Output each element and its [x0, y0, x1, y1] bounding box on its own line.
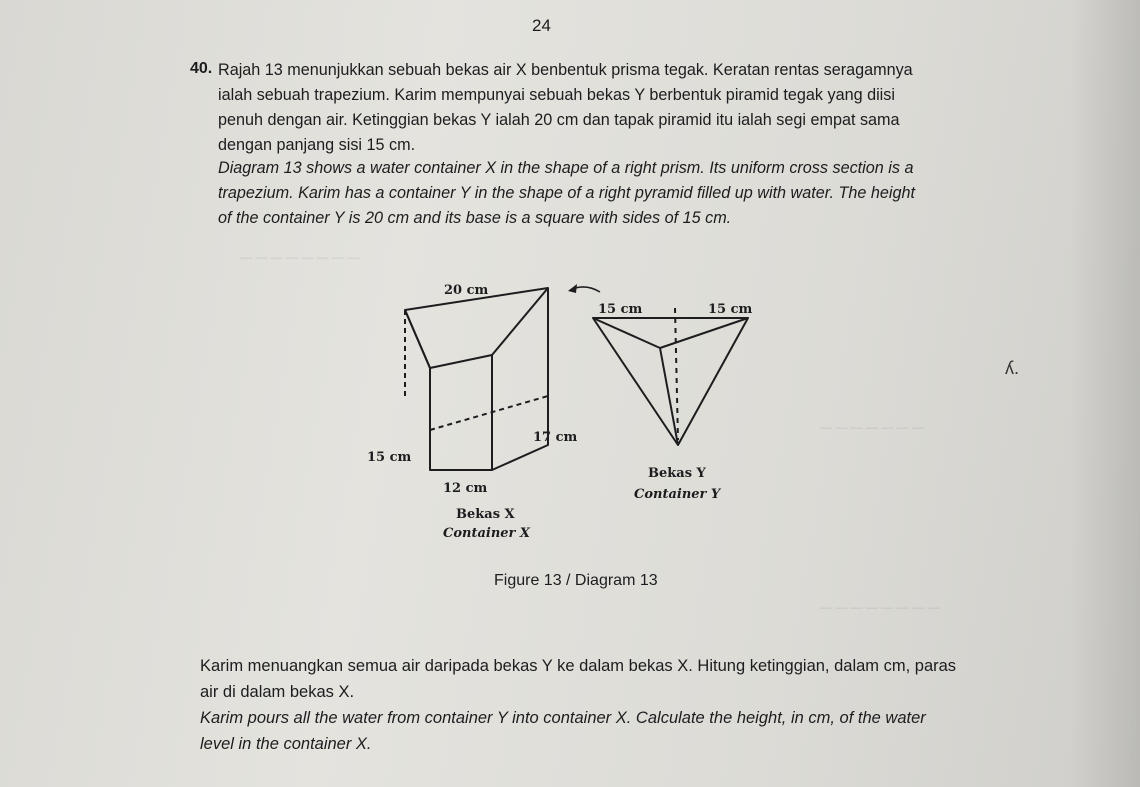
intro-english: Diagram 13 shows a water container X in the shape of a right prism. Its uniform cross section is a trapezium. Karim has a container Y in the shape of a right pyramid filled up with water. The height of the container Y is 20 cm and its base is a square with sides of 15 cm.	[218, 159, 916, 227]
pyramid-outline	[593, 318, 748, 445]
page-number: 24	[532, 16, 551, 35]
container-x-label-malay: Bekas X	[456, 507, 515, 522]
question-number: 40.	[190, 60, 213, 77]
dim-side-left-label: 15 cm	[598, 302, 643, 317]
prism-outline	[405, 288, 548, 470]
container-x-prism	[405, 288, 548, 470]
container-x-label-english: Container X	[443, 526, 531, 541]
bleed-through-text: — — — — — — — —	[820, 600, 940, 614]
dim-top-label: 20 cm	[444, 283, 489, 298]
container-y-label-english: Container Y	[634, 487, 721, 502]
prism-front-top-edge	[430, 355, 492, 368]
dim-bottom-label: 12 cm	[443, 481, 488, 496]
task-malay: Karim menuangkan semua air daripada bekas Y ke dalam bekas X. Hitung ketinggian, dalam cm, paras air di dalam bekas X.	[200, 657, 957, 701]
container-y-label-malay: Bekas Y	[648, 466, 706, 481]
bleed-through-text: — — — — — — —	[820, 420, 925, 434]
intro-malay: Rajah 13 menunjukkan sebuah bekas air X benbentuk prisma tegak. Keratan rentas seragamnya ialah sebuah trapezium. Karim mempunyai sebuah bekas Y berbentuk piramid tegak yang diisi penuh dengan air. Ketinggian bekas Y ialah 20 cm dan tapak piramid itu ialah segi empat sama dengan panjang sisi 15 cm.	[218, 61, 913, 154]
prism-front-left-slant	[405, 310, 430, 368]
dim-depth-label: 15 cm	[367, 450, 412, 465]
dim-side-right-label: 15 cm	[708, 302, 753, 317]
pyramid-height-line	[675, 308, 678, 440]
task-english: Karim pours all the water from container Y into container X. Calculate the height, in cm, of the water level in the container X.	[200, 709, 926, 753]
prism-hidden-edge	[430, 396, 548, 430]
prism-top-right-edge	[492, 288, 548, 355]
dim-height-label: 17 cm	[533, 430, 578, 445]
pencil-mark: ʎ.	[1005, 358, 1020, 378]
bleed-through-text: — — — — — — — —	[240, 250, 360, 264]
figure-caption: Figure 13 / Diagram 13	[494, 572, 658, 589]
pouring-arrow-head	[568, 284, 577, 293]
container-y-pyramid	[593, 308, 748, 445]
